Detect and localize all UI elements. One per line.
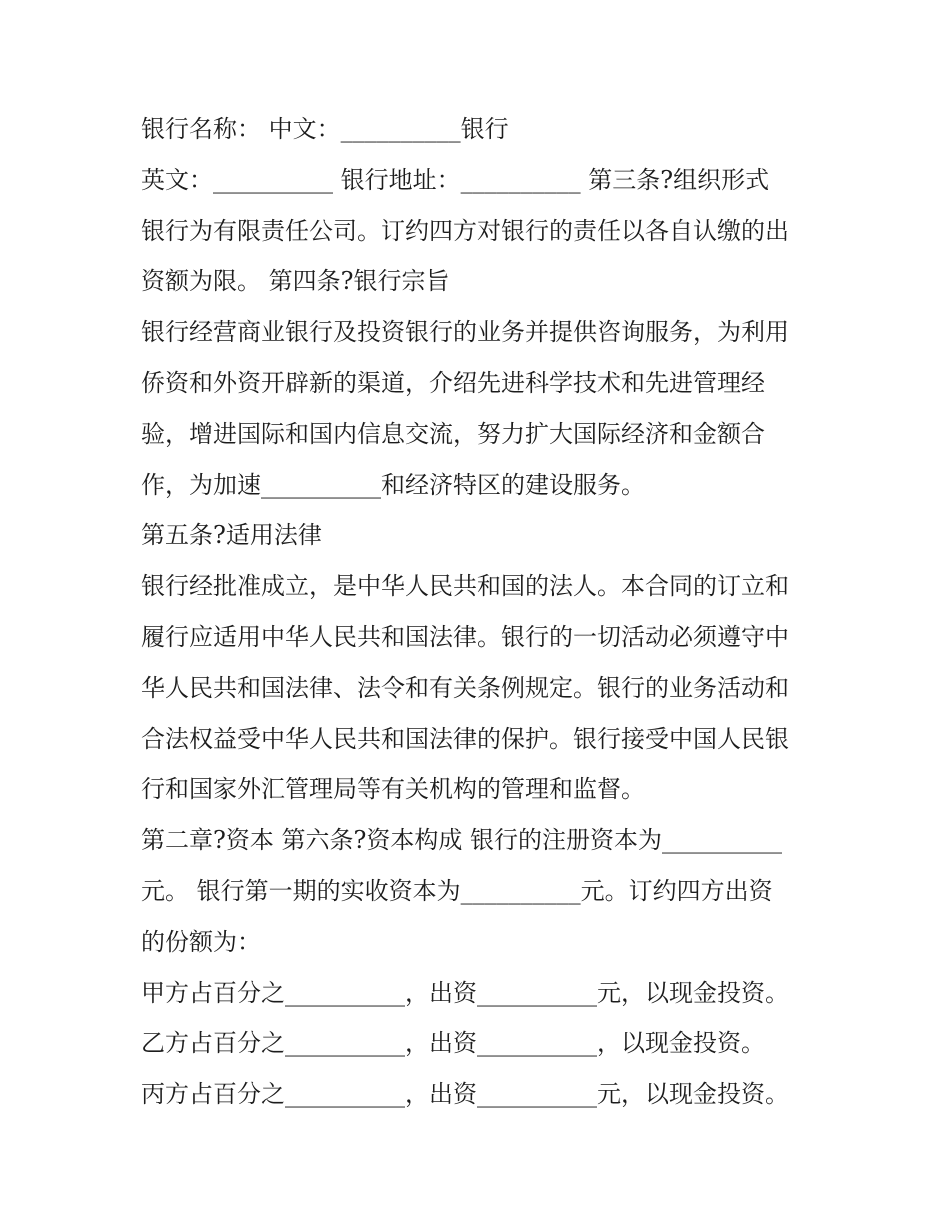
heading-applicable-law: 第五条?适用法律: [141, 521, 322, 550]
line-law-5: 行和国家外汇管理局等有关机构的管理和监督。: [141, 775, 645, 804]
line-capital-3: 的份额为：: [141, 927, 261, 956]
line-purpose-2: 侨资和外资开辟新的渠道，介绍先进科学技术和先进管理经: [141, 368, 765, 397]
line-party-a-share: 甲方占百分之__________，出资__________元，以现金投资。: [141, 978, 789, 1007]
line-capital-2: 元。 银行第一期的实收资本为__________元。订约四方出资: [141, 876, 773, 905]
line-capital-1: 第二章?资本 第六条?资本构成 银行的注册资本为__________: [141, 826, 782, 855]
document-body: [141, 104, 821, 1120]
line-law-1: 银行经批准成立，是中华人民共和国的法人。本合同的订立和: [141, 572, 789, 601]
line-purpose-1: 银行经营商业银行及投资银行的业务并提供咨询服务，为利用: [141, 318, 789, 347]
line-purpose-4: 作，为加速__________和经济特区的建设服务。: [141, 470, 645, 499]
line-bank-name-english-address: 英文：__________ 银行地址：__________ 第三条?组织形式: [141, 165, 770, 194]
line-law-4: 合法权益受中华人民共和国法律的保护。银行接受中国人民银: [141, 724, 789, 753]
line-party-b-share: 乙方占百分之__________，出资__________，以现金投资。: [141, 1029, 765, 1058]
line-purpose-3: 验，增进国际和国内信息交流，努力扩大国际经济和金额合: [141, 419, 765, 448]
line-law-2: 履行应适用中华人民共和国法律。银行的一切活动必须遵守中: [141, 622, 789, 651]
line-organization-form: 银行为有限责任公司。订约四方对银行的责任以各自认缴的出: [141, 216, 789, 245]
line-party-c-share: 丙方占百分之__________，出资__________元，以现金投资。: [141, 1080, 789, 1109]
line-bank-name-chinese: 银行名称： 中文：__________银行: [141, 115, 509, 143]
line-liability-limit: 资额为限。 第四条?银行宗旨: [141, 267, 450, 296]
line-law-3: 华人民共和国法律、法令和有关条例规定。银行的业务活动和: [141, 673, 789, 702]
